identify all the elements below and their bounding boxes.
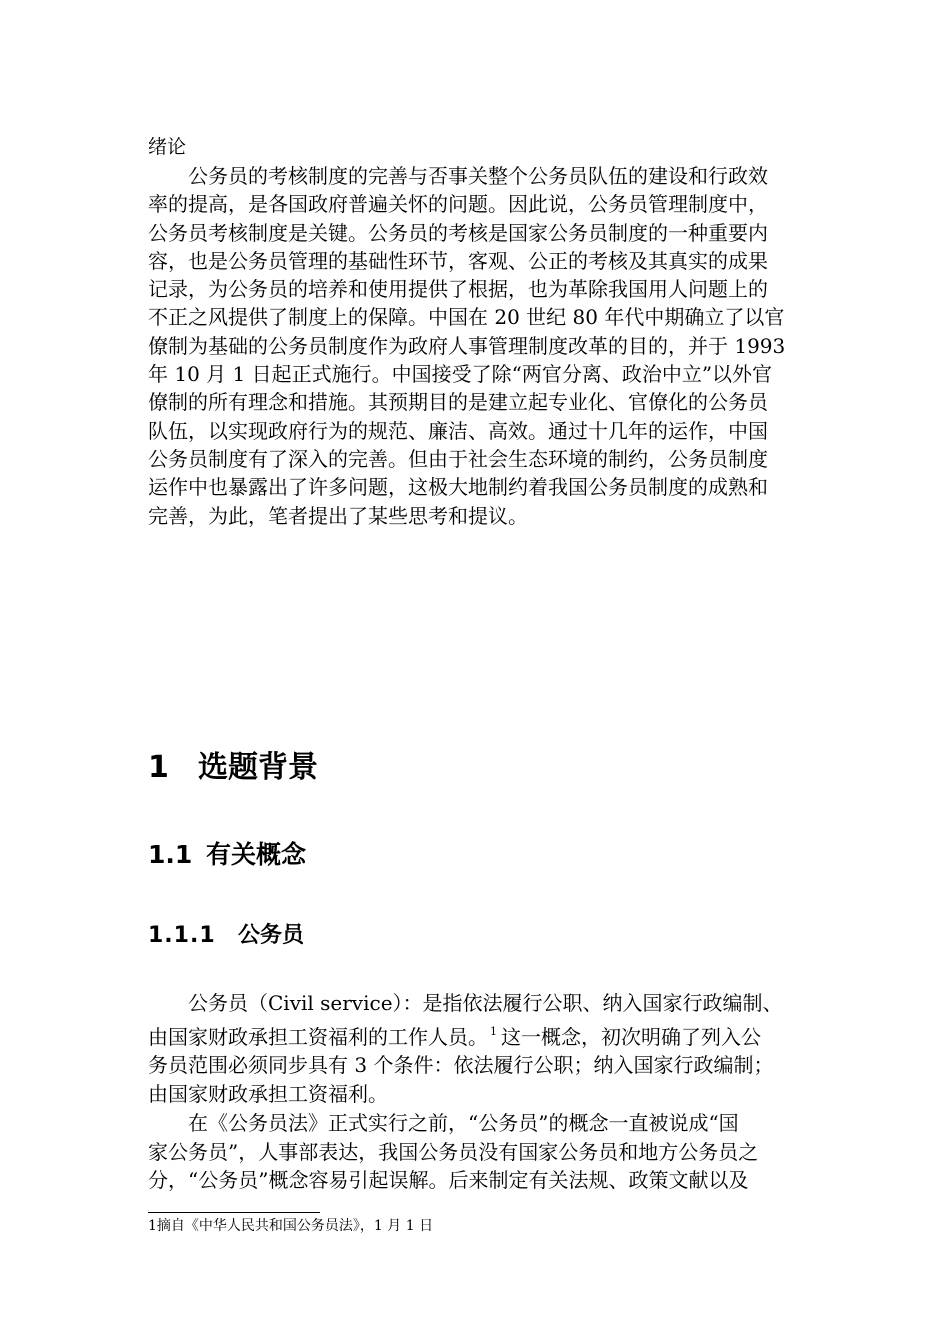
paragraph-line: 年 10 月 1 日起正式施行。中国接受了除“两官分离、政治中立”以外官	[148, 362, 773, 387]
heading-number: 1.1	[148, 840, 193, 869]
paragraph-text: 这一概念，初次明确了列入公	[501, 1024, 761, 1049]
footnote-reference[interactable]: 1	[490, 1024, 497, 1038]
heading-text: 公务员	[238, 923, 305, 948]
paragraph-line: 运作中也暴露出了许多问题，这极大地制约着我国公务员制度的成熟和	[148, 475, 768, 500]
paragraph-line: 公务员的考核制度的完善与否事关整个公务员队伍的建设和行政效	[188, 164, 768, 188]
paragraph-line: 公务员（Civil service）：是指依法履行公职、纳入国家行政编制、	[188, 991, 783, 1015]
intro-title: 绪论	[148, 136, 187, 158]
footnote-separator	[148, 1212, 320, 1213]
paragraph-line: 队伍，以实现政府行为的规范、廉洁、高效。通过十几年的运作，中国	[148, 418, 768, 443]
footnote	[148, 1216, 433, 1236]
paragraph-line	[148, 1018, 868, 1052]
paragraph-line: 在《公务员法》正式实行之前，“公务员”的概念一直被说成“国	[188, 1110, 739, 1135]
section-paragraph	[148, 989, 868, 1195]
paragraph-line: 由国家财政承担工资福利。	[148, 1082, 388, 1107]
paragraph-line: 分，“公务员”概念容易引起误解。后来制定有关法规、政策文献以及	[148, 1168, 749, 1193]
heading-level-2	[148, 838, 306, 872]
heading-text: 有关概念	[206, 840, 307, 869]
paragraph-line: 公务员制度有了深入的完善。但由于社会生态环境的制约，公务员制度	[148, 446, 768, 471]
paragraph-line: 完善，为此，笔者提出了某些思考和提议。	[148, 503, 528, 528]
paragraph-line: 家公务员”，人事部表达，我国公务员没有国家公务员和地方公务员之	[148, 1139, 759, 1164]
paragraph-line: 僚制的所有理念和措施。其预期目的是建立起专业化、官僚化的公务员	[148, 390, 768, 415]
paragraph-line: 容，也是公务员管理的基础性环节，客观、公正的考核及其真实的成果	[148, 248, 768, 273]
intro-paragraph	[148, 162, 836, 530]
heading-level-3	[148, 921, 304, 951]
heading-number: 1	[148, 750, 169, 785]
paragraph-line: 率的提高，是各国政府普遍关怀的问题。因此说，公务员管理制度中，	[148, 192, 768, 217]
heading-text: 选题背景	[198, 750, 318, 785]
heading-number: 1.1.1	[148, 923, 216, 948]
paragraph-line: 僚制为基础的公务员制度作为政府人事管理制度改革的目的，并于 1993	[148, 333, 786, 358]
footnote-text: 摘自《中华人民共和国公务员法》，1 月 1 日	[156, 1218, 434, 1234]
heading-level-1	[148, 748, 318, 788]
paragraph-line: 公务员考核制度是关键。公务员的考核是国家公务员制度的一种重要内	[148, 220, 768, 245]
paragraph-line: 务员范围必须同步具有 3 个条件：依法履行公职；纳入国家行政编制；	[148, 1053, 774, 1078]
paragraph-line: 不正之风提供了制度上的保障。中国在 20 世纪 80 年代中期确立了以官	[148, 305, 785, 330]
paragraph-text: 由国家财政承担工资福利的工作人员。	[148, 1024, 488, 1049]
paragraph-line: 记录，为公务员的培养和使用提供了根据，也为革除我国用人问题上的	[148, 277, 768, 302]
footnote-number: 1	[148, 1218, 157, 1234]
